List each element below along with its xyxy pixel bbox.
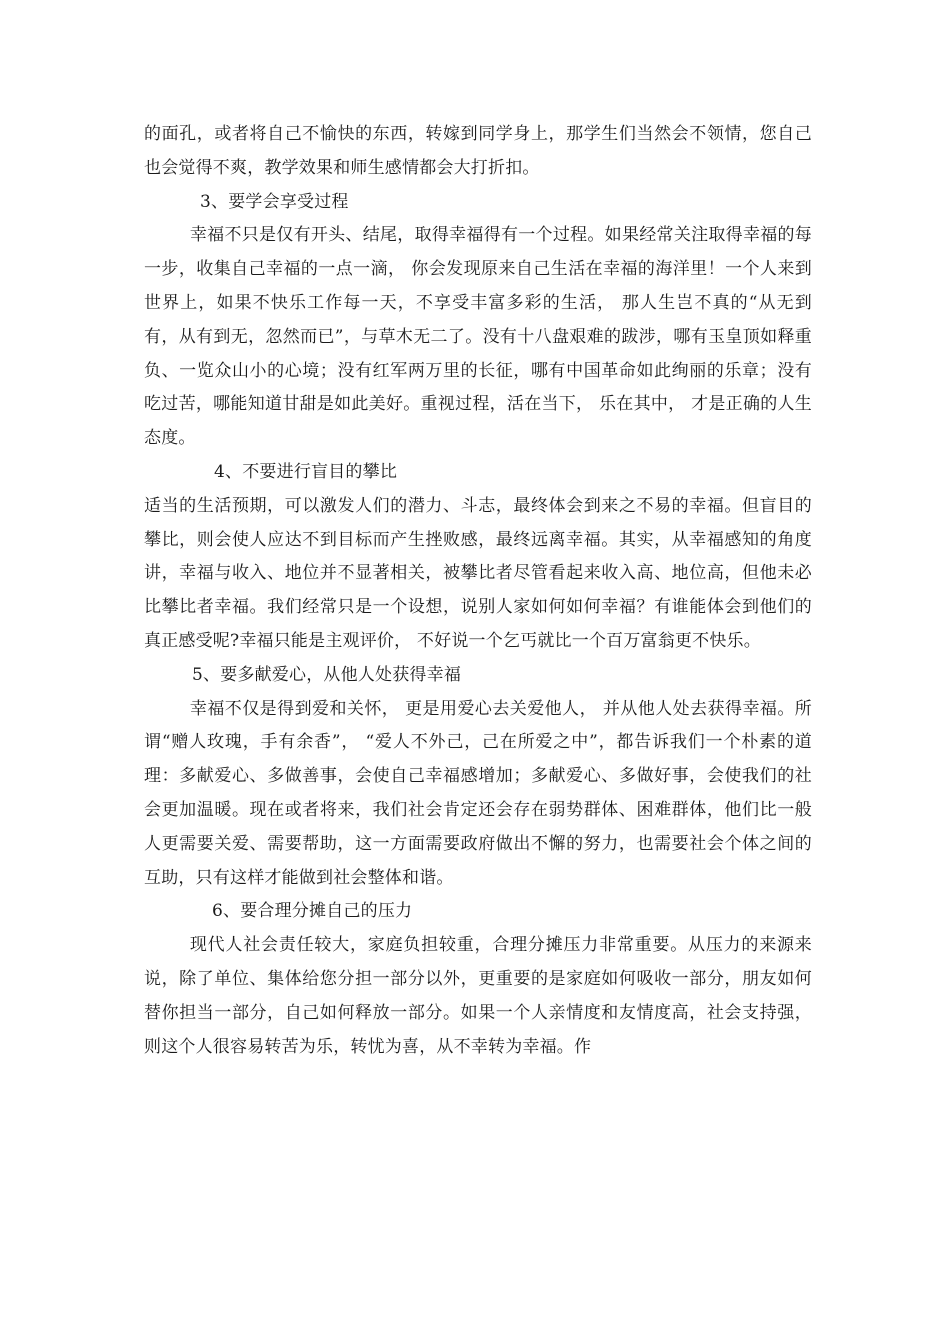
section-heading-4: 4、不要进行盲目的攀比: [214, 461, 398, 482]
paragraph-love-others: 幸福不仅是得到爱和关怀， 更是用爱心去关爱他人， 并从他人处去获得幸福。所谓“赠人玫瑰，手有余香”， “爱人不外己，己在所爱之中”，都告诉我们一个朴素的道理：多献爱心、多做善事，会使自己幸福感增加；多献爱心、多做好事，会使我们的社会更加温暖。现在或者将来，我们社会肯定还会存在弱势群体、困难群体，他们比一般人更需要关爱、需要帮助，这一方面需要政府做出不懈的努力，也需要社会个体之间的互助，只有这样才能做到社会整体和谐。: [144, 698, 812, 888]
document-body: [144, 118, 812, 1064]
paragraph-continued: 的面孔，或者将自己不愉快的东西，转嫁到同学身上，那学生们当然会不领情，您自己也会觉得不爽，教学效果和师生感情都会大打折扣。: [144, 124, 812, 178]
paragraph-share-pressure: 现代人社会责任较大，家庭负担较重，合理分摊压力非常重要。从压力的来源来说，除了单位、集体给您分担一部分以外，更重要的是家庭如何吸收一部分，朋友如何替你担当一部分，自己如何释放一部分。如果一个人亲情度和友情度高，社会支持强，则这个人很容易转苦为乐，转忧为喜，从不幸转为幸福。作: [144, 935, 812, 1057]
paragraph-enjoy-process: 幸福不只是仅有开头、结尾，取得幸福得有一个过程。如果经常关注取得幸福的每一步，收集自己幸福的一点一滴， 你会发现原来自己生活在幸福的海洋里！一个人来到世界上，如果不快乐工作每一天，不享受丰富多彩的生活， 那人生岂不真的“从无到有，从有到无，忽然而已”，与草木无二了。没有十八盘艰难的跋涉，哪有玉皇顶如释重负、一览众山小的心境；没有红军两万里的长征，哪有中国革命如此绚丽的乐章；没有吃过苦，哪能知道甘甜是如此美好。重视过程，活在当下， 乐在其中， 才是正确的人生态度。: [144, 225, 812, 449]
section-heading-6: 6、要合理分摊自己的压力: [212, 901, 413, 922]
paragraph-no-blind-comparison: 适当的生活预期，可以激发人们的潜力、斗志，最终体会到来之不易的幸福。但盲目的攀比，则会使人应达不到目标而产生挫败感，最终远离幸福。其实，从幸福感知的角度讲，幸福与收入、地位并不显著相关，被攀比者尽管看起来收入高、地位高，但他未必比攀比者幸福。我们经常只是一个设想，说别人家如何如何幸福？有谁能体会到他们的真正感受呢?幸福只能是主观评价， 不好说一个乞丐就比一个百万富翁更不快乐。: [144, 495, 812, 651]
section-heading-5: 5、要多献爱心，从他人处获得幸福: [192, 664, 462, 685]
section-heading-3: 3、要学会享受过程: [200, 191, 349, 212]
